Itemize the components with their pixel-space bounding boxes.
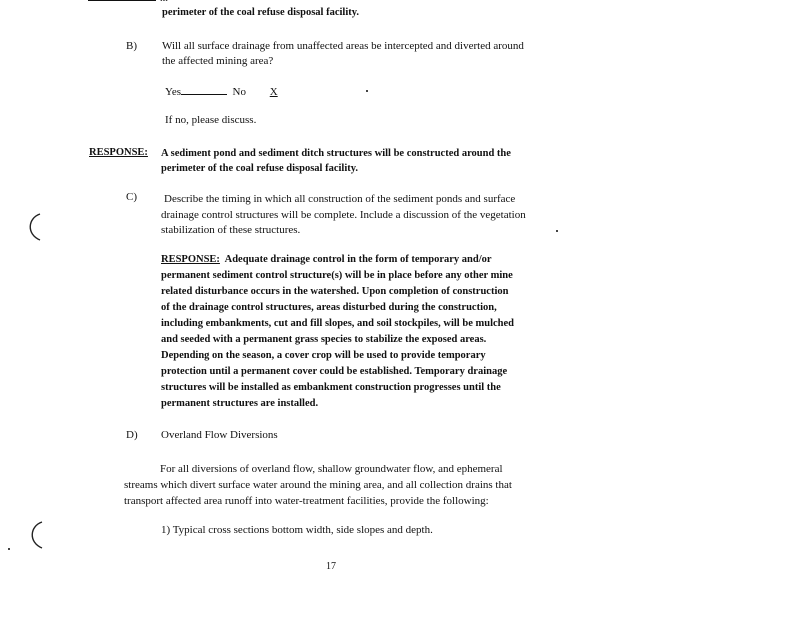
top-cut-rule [88,0,156,1]
item-b-question-line1: Will all surface drainage from unaffected areas be intercepted and diverted around [162,40,524,52]
item-c-response-line: Adequate drainage control in the form of temporary and/or [224,254,492,265]
item-c-response-line: including embankments, cut and fill slopes, and soil stockpiles, will be mulched [161,318,514,329]
speck-dot [366,90,368,92]
item-c-response-first [161,253,492,267]
item-d-paragraph-line: transport affected area runoff into water-treatment facilities, provide the following: [124,495,489,507]
item-d-label: D) [126,429,138,441]
item-b-label: B) [126,40,137,52]
item-c-response-line: Depending on the season, a cover crop will be used to provide temporary [161,350,486,361]
binder-hole-mark-icon [24,212,44,242]
yes-no-answer [165,83,299,99]
no-answer-mark: X [269,86,278,98]
item-b-response-line2: perimeter of the coal refuse disposal facility. [161,163,359,174]
item-c-question-line: Describe the timing in which all construction of the sediment ponds and surface [164,193,516,205]
speck-dot [556,230,558,232]
yes-blank [181,83,227,95]
item-b-response-line1: A sediment pond and sediment ditch structures will be constructed around the [161,148,511,159]
item-c-question-line: drainage control structures will be complete. Include a discussion of the vegetation [161,209,526,221]
item-b-response-label: RESPONSE: [89,147,148,158]
if-no-instruction: If no, please discuss. [165,114,257,126]
item-d-title: Overland Flow Diversions [161,429,278,441]
item-c-response-line: permanent structures are installed. [161,398,319,409]
item-c-label: C) [126,191,137,203]
yes-label: Yes [165,86,182,98]
item-c-response-line: and seeded with a permanent grass species to stabilize the exposed areas. [161,334,487,345]
binder-hole-mark-icon [26,520,46,550]
item-c-response-line: related disturbance occurs in the watershed. Upon completion of construction [161,286,509,297]
speck-dot [8,548,10,550]
top-response-line: perimeter of the coal refuse disposal facility. [162,7,360,18]
item-c-response-line: protection until a permanent cover could be established. Temporary drainage [161,366,508,377]
item-c-question-line: stabilization of these structures. [161,224,301,236]
no-label: No [232,86,246,98]
item-c-response-line: structures will be installed as embankment construction progresses until the [161,382,501,393]
item-d-list-item: 1) Typical cross sections bottom width, side slopes and depth. [161,524,433,536]
item-c-response-label: RESPONSE: [161,254,220,265]
item-d-paragraph-line: streams which divert surface water around the mining area, and all collection drains that [124,479,512,491]
item-b-question-line2: the affected mining area? [162,55,274,67]
page-number: 17 [326,561,336,572]
item-d-paragraph-line: For all diversions of overland flow, shallow groundwater flow, and ephemeral [160,463,503,475]
item-c-response-line: permanent sediment control structure(s) will be in place before any other mine [161,270,513,281]
item-c-response-line: of the drainage control structures, areas disturbed during the construction, [161,302,497,313]
